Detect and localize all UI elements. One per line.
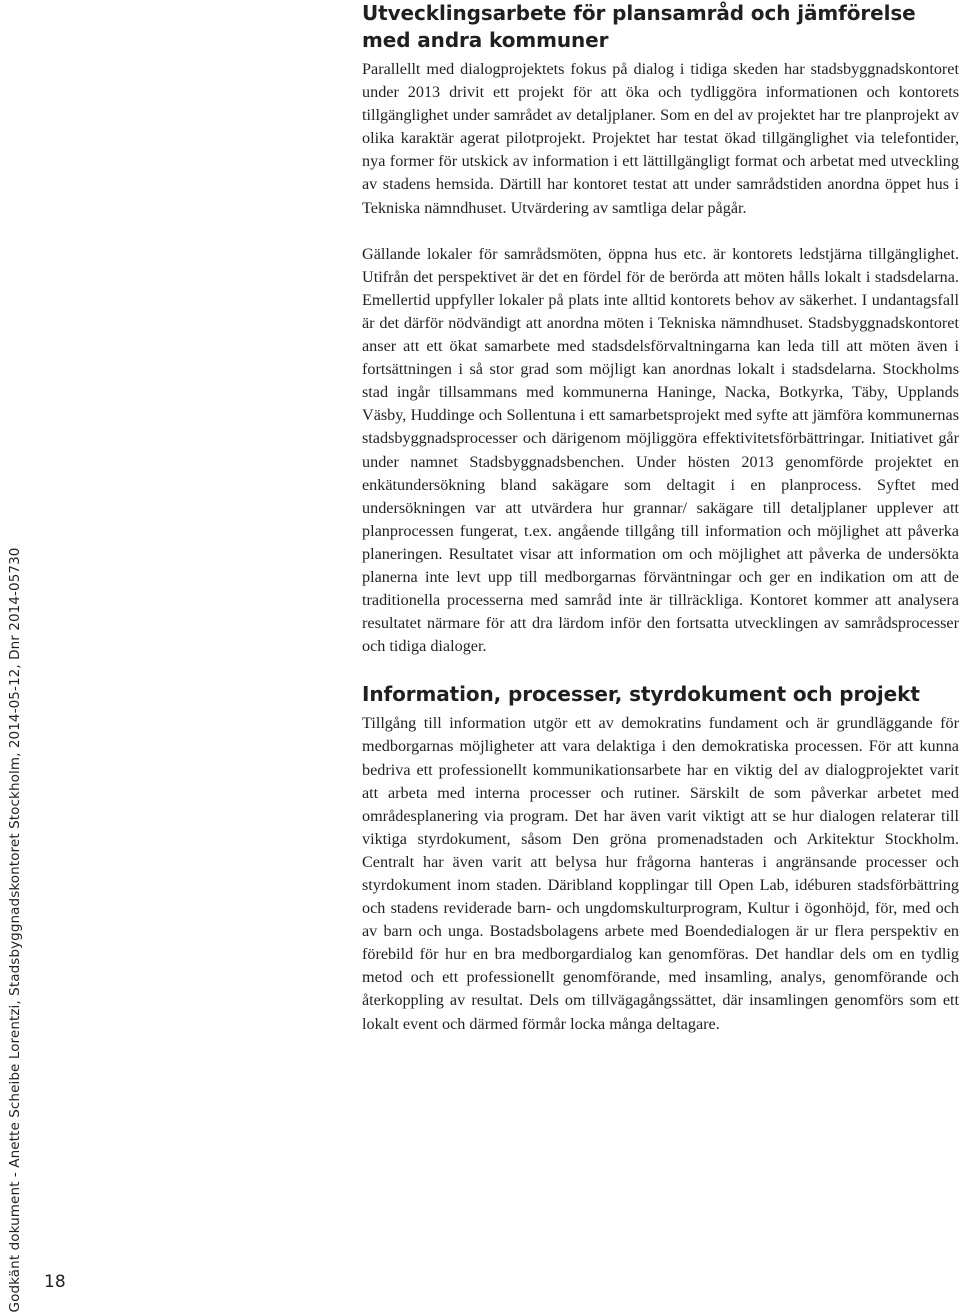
page-number: 18 (44, 1272, 66, 1292)
main-content (362, 0, 959, 1036)
paragraph-pilot-projects: Parallellt med dialogprojektets fokus på dialog i tidiga skeden har stadsbyggnadskontoret under 2013 drivit ett projekt för att öka och tydliggöra informationen och kontorets tillgänglighet under samrådet av detaljplaner. Som en del av projektet har tre planprojekt av olika karaktär agerat pilotprojekt. Projektet har testat ökad tillgänglighet via telefontider, nya former för utskick av information i ett lättillgängligt format och arbetat med utveckling av stadens hemsida. Därtill har kontoret testat att under samrådstiden anordna öppet hus i Tekniska nämndhuset. Utvärdering av samtliga delar pågår. (362, 60, 959, 217)
approval-stamp (0, 0, 30, 1312)
paragraph-information-access: Tillgång till information utgör ett av demokratins fundament och är grundläggande för medborgarnas möjligheter att vara delaktiga i den demokratiska processen. För att kunna bedriva ett professionellt kommunikationsarbete har en viktig del av dialogprojektet varit att arbeta med interna processer och rutiner. Särskilt de som påverkar arbetet med områdesplanering via program. Det har även varit viktigt att se hur dialogen relaterar till viktiga styrdokument, såsom Den gröna promenadstaden och Arkitektur Stockholm. Centralt har även varit att belysa hur frågorna hanteras i angränsande processer och styrdokument inom staden. Däribland kopplingar till Open Lab, idéburen stadsförbättring och stadens reviderade barn- och ungdomskulturprogram, Kultur i ögonhöjd, för, med och av barn och unga. Bostadsbolagens arbete med Boendedialogen är ur flera perspektiv en förebild för hur en bra medborgardialog kan genomföras. Det handlar dels om en tydlig metod och ett professionellt genomförande, med insamling, analys, genomförande och återkoppling av resultat. Dels om tillvägagångssättet, där insamlingen genomförs som ett lokalt event och därmed förmår locka många deltagare. (362, 714, 959, 1033)
section-heading-development: Utvecklingsarbete för plansamråd och jämförelse med andra kommuner (362, 1, 916, 52)
section-heading-information: Information, processer, styrdokument och projekt (362, 682, 920, 707)
approval-stamp-text: Godkänt dokument - Anette Scheibe Lorentzi, Stadsbyggnadskontoret Stockholm, 2014-05-12, Dnr 2014-05730 (7, 547, 23, 1312)
paragraph-meeting-venues: Gällande lokaler för samrådsmöten, öppna hus etc. är kontorets ledstjärna tillgänglighet. Utifrån det perspektivet är det en fördel för de berörda att möten hålls lokalt i stadsdelarna. Emellertid uppfyller lokaler på plats inte alltid kontorets behov av säkerhet. I undantagsfall är det därför nödvändigt att anordna möten i Tekniska nämndhuset. Stadsbyggnadskontoret anser att ett ökat samarbete med stadsdelsförvaltningarna kan leda till att möten även i fortsättningen i så stor grad som möjligt kan anordnas lokalt i stadsdelarna. Stockholms stad ingår tillsammans med kommunerna Haninge, Nacka, Botkyrka, Täby, Upplands Väsby, Huddinge och Sollentuna i ett samarbetsprojekt med syfte att jämföra kommunernas stadsbyggnadsprocesser och därigenom möjliggöra effektivitetsförbättringar. Initiativet går under namnet Stadsbyggnadsbenchen. Under hösten 2013 genomförde projektet en enkätundersökning bland sakägare som deltagit i en planprocess. Syftet med undersökningen var att utvärdera hur grannar/ sakägare till detaljplaner upplever att planprocessen fungerat, t.ex. angående tillgång till information och möjlighet att påverka planeringen. Resultatet visar att information om och möjlighet att påverka de undersökta planerna inte levt upp till medborgarnas förväntningar och ger en indikation om att de traditionella processerna med samråd inte är tillräckliga. Kontoret kommer att analysera resultatet närmare för att dra lärdom inför den fortsatta utvecklingen av samrådsprocesser och tidiga dialoger. (362, 244, 959, 656)
